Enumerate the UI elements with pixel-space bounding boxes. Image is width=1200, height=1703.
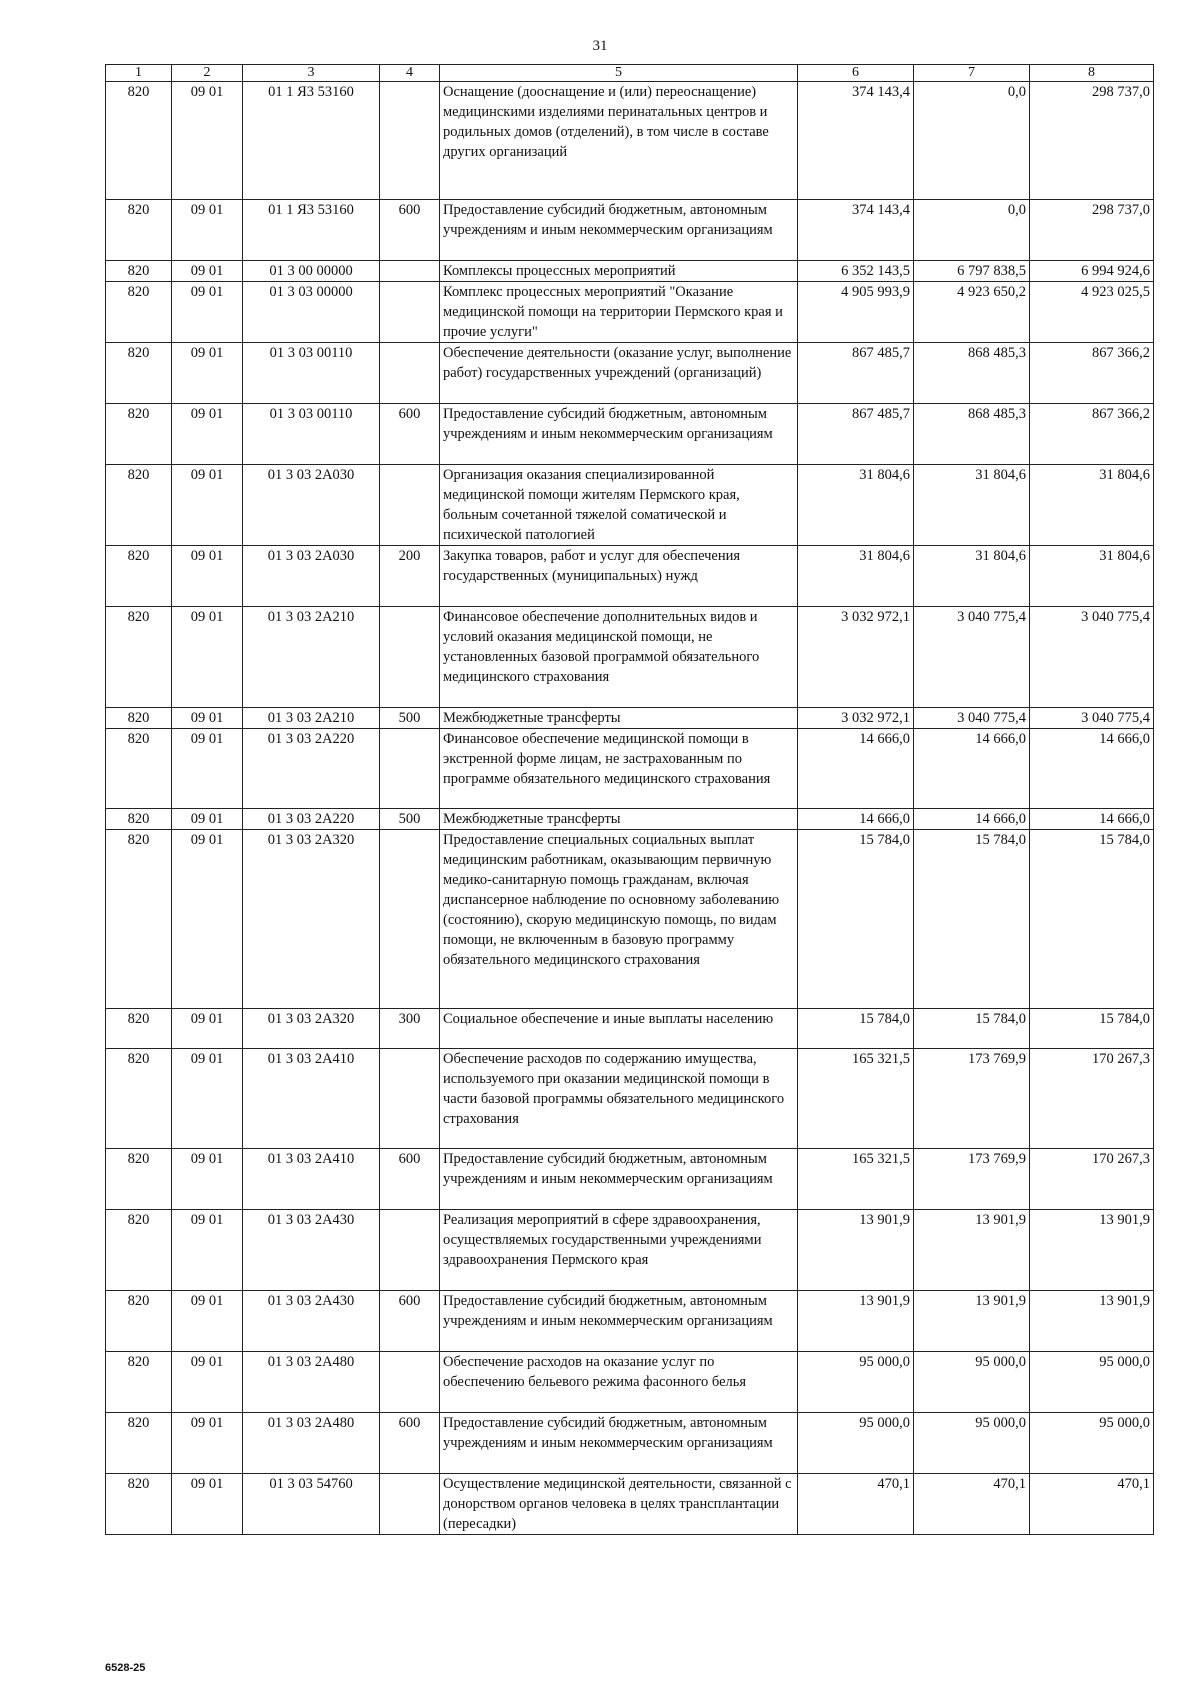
cell-name: Предоставление субсидий бюджетным, автономным учреждениям и иным некоммерческим организациям — [440, 1149, 798, 1210]
cell-section: 09 01 — [172, 1049, 243, 1149]
cell-amount-3: 298 737,0 — [1030, 200, 1154, 261]
cell-name: Предоставление субсидий бюджетным, автономным учреждениям и иным некоммерческим организациям — [440, 1413, 798, 1474]
cell-section: 09 01 — [172, 82, 243, 200]
footer-code: 6528-25 — [105, 1662, 146, 1674]
cell-grbs: 820 — [106, 1474, 172, 1535]
column-header: 8 — [1030, 65, 1154, 82]
cell-amount-2: 3 040 775,4 — [914, 708, 1030, 729]
cell-name: Оснащение (дооснащение и (или) переоснащение) медицинскими изделиями перинатальных центров и родильных домов (отделений), в том числе в составе других организаций — [440, 82, 798, 200]
cell-section: 09 01 — [172, 1352, 243, 1413]
cell-target-article: 01 3 03 2А410 — [243, 1149, 380, 1210]
cell-name: Межбюджетные трансферты — [440, 708, 798, 729]
table-row — [106, 1149, 1154, 1210]
cell-amount-1: 165 321,5 — [798, 1149, 914, 1210]
cell-section: 09 01 — [172, 1210, 243, 1291]
cell-section: 09 01 — [172, 261, 243, 282]
page-number: 31 — [592, 38, 608, 54]
cell-amount-2: 95 000,0 — [914, 1413, 1030, 1474]
cell-grbs: 820 — [106, 1210, 172, 1291]
cell-amount-1: 15 784,0 — [798, 1009, 914, 1049]
cell-amount-2: 14 666,0 — [914, 809, 1030, 830]
cell-amount-3: 3 040 775,4 — [1030, 607, 1154, 708]
cell-amount-1: 15 784,0 — [798, 830, 914, 1009]
table-row — [106, 282, 1154, 343]
cell-target-article: 01 3 03 2А030 — [243, 546, 380, 607]
cell-target-article: 01 3 03 2А210 — [243, 607, 380, 708]
cell-section: 09 01 — [172, 1413, 243, 1474]
cell-amount-1: 4 905 993,9 — [798, 282, 914, 343]
cell-grbs: 820 — [106, 830, 172, 1009]
table-row — [106, 200, 1154, 261]
cell-grbs: 820 — [106, 607, 172, 708]
cell-amount-3: 13 901,9 — [1030, 1210, 1154, 1291]
cell-amount-3: 4 923 025,5 — [1030, 282, 1154, 343]
cell-name: Закупка товаров, работ и услуг для обеспечения государственных (муниципальных) нужд — [440, 546, 798, 607]
cell-expense-type: 600 — [380, 200, 440, 261]
cell-grbs: 820 — [106, 546, 172, 607]
cell-amount-1: 374 143,4 — [798, 200, 914, 261]
cell-name: Предоставление субсидий бюджетным, автономным учреждениям и иным некоммерческим организациям — [440, 1291, 798, 1352]
cell-amount-3: 14 666,0 — [1030, 809, 1154, 830]
cell-amount-2: 173 769,9 — [914, 1149, 1030, 1210]
cell-amount-1: 13 901,9 — [798, 1210, 914, 1291]
cell-amount-2: 31 804,6 — [914, 546, 1030, 607]
cell-section: 09 01 — [172, 546, 243, 607]
cell-amount-2: 14 666,0 — [914, 729, 1030, 809]
cell-amount-1: 13 901,9 — [798, 1291, 914, 1352]
cell-amount-3: 95 000,0 — [1030, 1413, 1154, 1474]
table-row — [106, 1352, 1154, 1413]
cell-amount-2: 0,0 — [914, 200, 1030, 261]
cell-expense-type — [380, 82, 440, 200]
cell-amount-2: 31 804,6 — [914, 465, 1030, 546]
cell-expense-type: 500 — [380, 809, 440, 830]
cell-amount-3: 867 366,2 — [1030, 343, 1154, 404]
cell-section: 09 01 — [172, 809, 243, 830]
cell-target-article: 01 3 03 2А480 — [243, 1352, 380, 1413]
table-row — [106, 708, 1154, 729]
cell-amount-1: 3 032 972,1 — [798, 607, 914, 708]
cell-section: 09 01 — [172, 465, 243, 546]
cell-amount-1: 6 352 143,5 — [798, 261, 914, 282]
cell-amount-3: 13 901,9 — [1030, 1291, 1154, 1352]
cell-name: Реализация мероприятий в сфере здравоохранения, осуществляемых государственными учреждениями здравоохранения Пермского края — [440, 1210, 798, 1291]
cell-amount-3: 15 784,0 — [1030, 1009, 1154, 1049]
column-header: 5 — [440, 65, 798, 82]
cell-amount-3: 6 994 924,6 — [1030, 261, 1154, 282]
table-row — [106, 809, 1154, 830]
cell-target-article: 01 3 03 2А220 — [243, 729, 380, 809]
cell-expense-type — [380, 729, 440, 809]
cell-target-article: 01 3 03 2А320 — [243, 830, 380, 1009]
cell-expense-type: 600 — [380, 1149, 440, 1210]
cell-section: 09 01 — [172, 1009, 243, 1049]
cell-expense-type: 600 — [380, 1291, 440, 1352]
cell-amount-1: 31 804,6 — [798, 546, 914, 607]
table-row — [106, 1413, 1154, 1474]
cell-name: Обеспечение расходов на оказание услуг по обеспечению бельевого режима фасонного белья — [440, 1352, 798, 1413]
cell-amount-1: 14 666,0 — [798, 729, 914, 809]
cell-section: 09 01 — [172, 1474, 243, 1535]
table-header-row — [106, 65, 1154, 82]
cell-expense-type — [380, 343, 440, 404]
cell-expense-type: 500 — [380, 708, 440, 729]
cell-name: Организация оказания специализированной медицинской помощи жителям Пермского края, больным сочетанной тяжелой соматической и психической патологией — [440, 465, 798, 546]
cell-target-article: 01 3 03 2А410 — [243, 1049, 380, 1149]
cell-amount-1: 867 485,7 — [798, 343, 914, 404]
cell-amount-3: 298 737,0 — [1030, 82, 1154, 200]
cell-amount-2: 13 901,9 — [914, 1291, 1030, 1352]
cell-name: Обеспечение расходов по содержанию имущества, используемого при оказании медицинской помощи в части базовой программы обязательного медицинского страхования — [440, 1049, 798, 1149]
cell-name: Предоставление субсидий бюджетным, автономным учреждениям и иным некоммерческим организациям — [440, 404, 798, 465]
cell-expense-type — [380, 607, 440, 708]
table-row — [106, 607, 1154, 708]
table-row — [106, 1049, 1154, 1149]
cell-expense-type — [380, 1049, 440, 1149]
cell-expense-type — [380, 1474, 440, 1535]
cell-amount-3: 3 040 775,4 — [1030, 708, 1154, 729]
table-row — [106, 729, 1154, 809]
cell-amount-3: 95 000,0 — [1030, 1352, 1154, 1413]
cell-target-article: 01 3 03 2А480 — [243, 1413, 380, 1474]
cell-grbs: 820 — [106, 261, 172, 282]
table-row — [106, 1210, 1154, 1291]
cell-amount-2: 13 901,9 — [914, 1210, 1030, 1291]
cell-expense-type — [380, 1352, 440, 1413]
cell-section: 09 01 — [172, 607, 243, 708]
cell-expense-type: 600 — [380, 404, 440, 465]
table-row — [106, 1291, 1154, 1352]
cell-target-article: 01 3 03 00000 — [243, 282, 380, 343]
cell-amount-1: 14 666,0 — [798, 809, 914, 830]
column-header: 3 — [243, 65, 380, 82]
cell-target-article: 01 3 03 00110 — [243, 404, 380, 465]
cell-section: 09 01 — [172, 404, 243, 465]
cell-amount-3: 14 666,0 — [1030, 729, 1154, 809]
cell-grbs: 820 — [106, 1352, 172, 1413]
cell-amount-1: 867 485,7 — [798, 404, 914, 465]
cell-amount-3: 470,1 — [1030, 1474, 1154, 1535]
cell-target-article: 01 3 00 00000 — [243, 261, 380, 282]
cell-grbs: 820 — [106, 1049, 172, 1149]
cell-grbs: 820 — [106, 809, 172, 830]
cell-grbs: 820 — [106, 1291, 172, 1352]
cell-name: Предоставление специальных социальных выплат медицинским работникам, оказывающим первичную медико-санитарную помощь гражданам, включая диспансерное наблюдение по основному заболеванию (состоянию), скорую медицинскую помощь, по видам помощи, не включенным в базовую программу обязательного медицинского страхования — [440, 830, 798, 1009]
cell-amount-2: 4 923 650,2 — [914, 282, 1030, 343]
budget-table — [105, 64, 1154, 1535]
cell-expense-type — [380, 830, 440, 1009]
cell-amount-1: 95 000,0 — [798, 1413, 914, 1474]
cell-name: Обеспечение деятельности (оказание услуг, выполнение работ) государственных учреждений (организаций) — [440, 343, 798, 404]
cell-target-article: 01 1 Я3 53160 — [243, 82, 380, 200]
cell-name: Финансовое обеспечение дополнительных видов и условий оказания медицинской помощи, не установленных базовой программой обязательного медицинского страхования — [440, 607, 798, 708]
cell-expense-type: 200 — [380, 546, 440, 607]
cell-amount-3: 31 804,6 — [1030, 465, 1154, 546]
cell-amount-2: 173 769,9 — [914, 1049, 1030, 1149]
cell-amount-2: 0,0 — [914, 82, 1030, 200]
cell-amount-1: 95 000,0 — [798, 1352, 914, 1413]
cell-grbs: 820 — [106, 1009, 172, 1049]
table-row — [106, 546, 1154, 607]
cell-grbs: 820 — [106, 282, 172, 343]
cell-expense-type — [380, 1210, 440, 1291]
cell-expense-type: 600 — [380, 1413, 440, 1474]
cell-target-article: 01 3 03 2А430 — [243, 1210, 380, 1291]
table-row — [106, 1474, 1154, 1535]
cell-target-article: 01 3 03 2А210 — [243, 708, 380, 729]
cell-amount-3: 31 804,6 — [1030, 546, 1154, 607]
column-header: 2 — [172, 65, 243, 82]
cell-target-article: 01 3 03 2А220 — [243, 809, 380, 830]
cell-amount-3: 15 784,0 — [1030, 830, 1154, 1009]
cell-grbs: 820 — [106, 1413, 172, 1474]
cell-section: 09 01 — [172, 708, 243, 729]
cell-amount-1: 165 321,5 — [798, 1049, 914, 1149]
cell-expense-type — [380, 465, 440, 546]
cell-name: Комплекс процессных мероприятий "Оказание медицинской помощи на территории Пермского края и прочие услуги" — [440, 282, 798, 343]
cell-amount-2: 15 784,0 — [914, 830, 1030, 1009]
cell-amount-2: 470,1 — [914, 1474, 1030, 1535]
cell-section: 09 01 — [172, 282, 243, 343]
cell-expense-type — [380, 261, 440, 282]
cell-grbs: 820 — [106, 200, 172, 261]
cell-name: Комплексы процессных мероприятий — [440, 261, 798, 282]
column-header: 4 — [380, 65, 440, 82]
cell-section: 09 01 — [172, 729, 243, 809]
cell-name: Финансовое обеспечение медицинской помощи в экстренной форме лицам, не застрахованным по программе обязательного медицинского страхования — [440, 729, 798, 809]
cell-grbs: 820 — [106, 465, 172, 546]
cell-section: 09 01 — [172, 1149, 243, 1210]
cell-amount-2: 6 797 838,5 — [914, 261, 1030, 282]
cell-section: 09 01 — [172, 200, 243, 261]
cell-name: Осуществление медицинской деятельности, связанной с донорством органов человека в целях трансплантации (пересадки) — [440, 1474, 798, 1535]
cell-name: Предоставление субсидий бюджетным, автономным учреждениям и иным некоммерческим организациям — [440, 200, 798, 261]
table-row — [106, 343, 1154, 404]
cell-amount-3: 170 267,3 — [1030, 1049, 1154, 1149]
cell-target-article: 01 3 03 2А320 — [243, 1009, 380, 1049]
cell-name: Межбюджетные трансферты — [440, 809, 798, 830]
column-header: 1 — [106, 65, 172, 82]
table-row — [106, 1009, 1154, 1049]
cell-grbs: 820 — [106, 404, 172, 465]
cell-grbs: 820 — [106, 708, 172, 729]
table-row — [106, 465, 1154, 546]
cell-target-article: 01 3 03 54760 — [243, 1474, 380, 1535]
cell-amount-1: 374 143,4 — [798, 82, 914, 200]
cell-target-article: 01 3 03 00110 — [243, 343, 380, 404]
cell-amount-2: 15 784,0 — [914, 1009, 1030, 1049]
cell-section: 09 01 — [172, 830, 243, 1009]
cell-amount-1: 31 804,6 — [798, 465, 914, 546]
cell-expense-type — [380, 282, 440, 343]
cell-amount-2: 868 485,3 — [914, 404, 1030, 465]
table-row — [106, 404, 1154, 465]
column-header: 6 — [798, 65, 914, 82]
cell-section: 09 01 — [172, 343, 243, 404]
cell-amount-2: 868 485,3 — [914, 343, 1030, 404]
cell-amount-2: 95 000,0 — [914, 1352, 1030, 1413]
cell-grbs: 820 — [106, 82, 172, 200]
cell-amount-3: 867 366,2 — [1030, 404, 1154, 465]
table-row — [106, 82, 1154, 200]
cell-grbs: 820 — [106, 1149, 172, 1210]
cell-expense-type: 300 — [380, 1009, 440, 1049]
table-row — [106, 261, 1154, 282]
cell-amount-1: 3 032 972,1 — [798, 708, 914, 729]
cell-grbs: 820 — [106, 729, 172, 809]
table-body — [106, 82, 1154, 1535]
cell-amount-3: 170 267,3 — [1030, 1149, 1154, 1210]
column-header: 7 — [914, 65, 1030, 82]
cell-target-article: 01 3 03 2А030 — [243, 465, 380, 546]
cell-amount-2: 3 040 775,4 — [914, 607, 1030, 708]
cell-grbs: 820 — [106, 343, 172, 404]
cell-amount-1: 470,1 — [798, 1474, 914, 1535]
cell-name: Социальное обеспечение и иные выплаты населению — [440, 1009, 798, 1049]
cell-target-article: 01 1 Я3 53160 — [243, 200, 380, 261]
cell-section: 09 01 — [172, 1291, 243, 1352]
table-row — [106, 830, 1154, 1009]
cell-target-article: 01 3 03 2А430 — [243, 1291, 380, 1352]
